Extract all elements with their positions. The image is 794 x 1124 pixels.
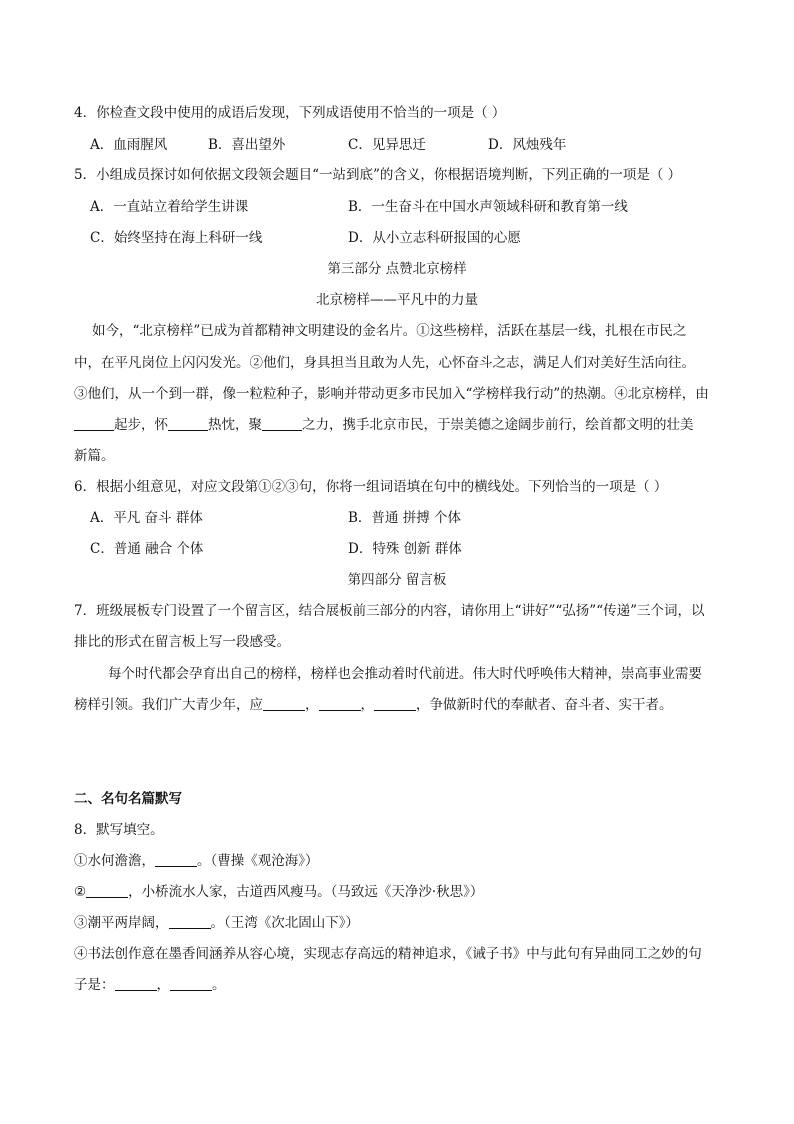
part4-heading: 第四部分 留言板: [347, 572, 447, 588]
q6-option-b: B．普通 拼搏 个体: [348, 510, 462, 526]
part3-paragraph-line2: 中，在平凡岗位上闪闪发光。②他们，身具担当且敢为人先，心怀奋斗之志，满足人们对美好生活向往。: [74, 355, 695, 371]
q7-stem-line1: 7．班级展板专门设置了一个留言区，结合展板前三部分的内容，请你用上“讲好”“弘扬”“传递”三个词，以: [74, 603, 705, 619]
fill-blank[interactable]: [115, 976, 157, 991]
section2-heading: 二、名句名篇默写: [74, 791, 182, 807]
part3-paragraph-line4: 起步，怀 热忱，聚 之力，携手北京市民，于崇美德之途阔步前行，绘首都文明的壮美: [74, 416, 694, 434]
fill-blank[interactable]: [319, 696, 361, 711]
q6-option-c: C．普通 融合 个体: [90, 541, 204, 557]
q5-stem: 5．小组成员探讨如何依据文段领会题目“一站到底”的含义，你根据语境判断，下列正确的一项是（ ）: [74, 167, 682, 183]
part3-title: 北京榜样——平凡中的力量: [316, 292, 478, 308]
q5-option-b: B．一生奋斗在中国水声领域科研和教育第一线: [348, 199, 628, 215]
fill-blank[interactable]: [169, 914, 211, 929]
q4-option-d: D．风烛残年: [488, 137, 567, 153]
q8-item2: ② ，小桥流水人家，古道西风瘦马。（马致远《天净沙·秋思》）: [74, 884, 484, 900]
fill-blank[interactable]: [155, 852, 197, 867]
fill-blank[interactable]: [170, 976, 212, 991]
q6-option-d: D．特殊 创新 群体: [348, 541, 462, 557]
q6-option-a: A．平凡 奋斗 群体: [90, 510, 203, 526]
fill-blank[interactable]: [168, 416, 208, 431]
fill-blank[interactable]: [374, 696, 416, 711]
fill-blank[interactable]: [262, 416, 302, 431]
q8-stem: 8．默写填空。: [74, 822, 164, 838]
q4-option-b: B．喜出望外: [208, 137, 286, 153]
q8-item4-line1: ④书法创作意在墨香间涵养从容心境，实现志存高远的精神追求，《诫子书》中与此句有异曲同工之妙的句: [74, 946, 702, 962]
q6-stem: 6．根据小组意见，对应文段第①②③句，你将一组词语填在句中的横线处。下列恰当的一项是（ ）: [74, 479, 668, 495]
q7-stem-line2: 排比的形式在留言板上写一段感受。: [74, 634, 290, 650]
q4-option-a: A．血雨腥风: [90, 137, 168, 153]
part3-heading: 第三部分 点赞北京榜样: [327, 261, 467, 277]
q7-paragraph-line1: 每个时代都会孕育出自己的榜样，榜样也会推动着时代前进。伟大时代呼唤伟大精神，崇高事业需要: [108, 666, 702, 682]
q4-option-c: C．见异思迁: [348, 137, 426, 153]
q5-option-c: C．始终坚持在海上科研一线: [90, 230, 263, 246]
q5-option-a: A．一直站立着给学生讲课: [90, 199, 249, 215]
part3-paragraph-line5: 新篇。: [74, 448, 115, 464]
q7-paragraph-line2: 榜样引领。我们广大青少年，应 ， ， ，争做新时代的奉献者、奋斗者、实干者。: [74, 697, 673, 713]
fill-blank[interactable]: [74, 416, 114, 431]
part3-paragraph-line1: 如今，“北京榜样”已成为首都精神文明建设的金名片。①这些榜样，活跃在基层一线，扎根在市民之: [92, 323, 687, 339]
q8-item1: ①水何澹澹， 。（曹操《观沧海》）: [74, 853, 319, 869]
fill-blank[interactable]: [263, 696, 305, 711]
q8-item4-line2: 子是： ， 。: [74, 977, 226, 993]
q4-stem: 4．你检查文段中使用的成语后发现，下列成语使用不恰当的一项是（ ）: [74, 105, 506, 121]
fill-blank[interactable]: [86, 883, 128, 898]
q8-item3: ③潮平两岸阔， 。（王湾《次北固山下》）: [74, 915, 359, 931]
q5-option-d: D．从小立志科研报国的心愿: [348, 230, 521, 246]
part3-paragraph-line3: ③他们，从一个到一群，像一粒粒种子，影响并带动更多市民加入“学榜样我行动”的热潮。④北京榜样，由: [74, 386, 709, 402]
